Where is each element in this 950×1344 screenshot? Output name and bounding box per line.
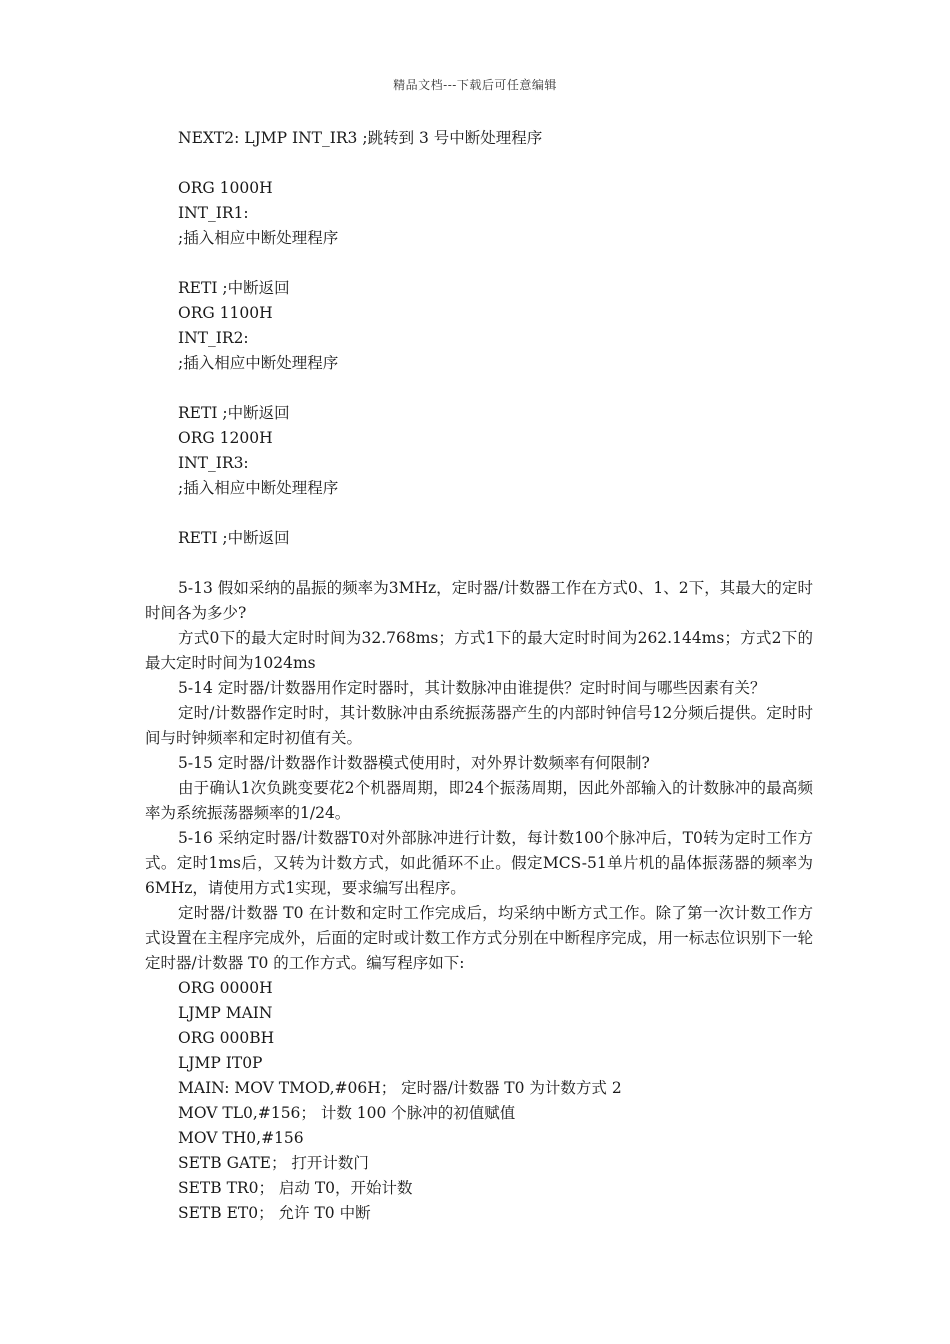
- code-line: SETB TR0； 启动 T0，开始计数: [178, 1179, 413, 1197]
- page-header: 精品文档---下载后可任意编辑: [393, 78, 557, 92]
- code-line: LJMP MAIN: [178, 1004, 273, 1022]
- code-line: RETI ;中断返回: [178, 279, 290, 297]
- blank-line: [145, 251, 813, 276]
- answer-5-15: 由于确认1次负跳变要花2个机器周期，即24个振荡周期，因此外部输入的计数脉冲的最高频率为系统振荡器频率的1/24。: [145, 779, 813, 822]
- code-block-main-program: [145, 976, 813, 1226]
- code-line: ORG 1000H: [178, 179, 273, 197]
- code-line: LJMP IT0P: [178, 1054, 263, 1072]
- code-line: ORG 000BH: [178, 1029, 275, 1047]
- code-line: MOV TH0,#156: [178, 1129, 304, 1147]
- code-line: ORG 1200H: [178, 429, 273, 447]
- code-line: ;插入相应中断处理程序: [178, 229, 339, 247]
- code-line: MAIN: MOV TMOD,#06H； 定时器/计数器 T0 为计数方式 2: [178, 1079, 622, 1097]
- blank-line: [145, 151, 813, 176]
- code-line: MOV TL0,#156； 计数 100 个脉冲的初值赋值: [178, 1104, 516, 1122]
- blank-line: [145, 501, 813, 526]
- answer-5-14: 定时/计数器作定时时，其计数脉冲由系统振荡器产生的内部时钟信号12分频后提供。定时时间与时钟频率和定时初值有关。: [145, 704, 813, 747]
- qa-section: [145, 576, 813, 976]
- code-block-interrupt-handlers: [145, 126, 813, 551]
- code-line: ;插入相应中断处理程序: [178, 479, 339, 497]
- code-line: ;插入相应中断处理程序: [178, 354, 339, 372]
- code-line: INT_IR3:: [178, 454, 249, 472]
- section-gap: [145, 551, 813, 576]
- blank-line: [145, 376, 813, 401]
- code-line: SETB ET0； 允许 T0 中断: [178, 1204, 371, 1222]
- code-line: SETB GATE； 打开计数门: [178, 1154, 369, 1172]
- question-5-13: 5-13 假如采纳的晶振的频率为3MHz，定时器/计数器工作在方式0、1、2下，其最大的定时时间各为多少?: [145, 579, 813, 622]
- document-body: [145, 126, 813, 1226]
- answer-5-13: 方式0下的最大定时时间为32.768ms；方式1下的最大定时时间为262.144ms；方式2下的最大定时时间为1024ms: [145, 629, 813, 672]
- question-5-15: 5-15 定时器/计数器作计数器模式使用时，对外界计数频率有何限制?: [178, 754, 650, 772]
- question-5-14: 5-14 定时器/计数器用作定时器时，其计数脉冲由谁提供？定时时间与哪些因素有关？: [178, 679, 766, 697]
- question-5-16: 5-16 采纳定时器/计数器T0对外部脉冲进行计数，每计数100个脉冲后，T0转为定时工作方式。定时1ms后，又转为计数方式，如此循环不止。假定MCS-51单片机的晶体振荡器的频率为6MHz，请使用方式1实现，要求编写出程序。: [145, 829, 813, 897]
- answer-5-16: 定时器/计数器 T0 在计数和定时工作完成后，均采纳中断方式工作。除了第一次计数工作方式设置在主程序完成外，后面的定时或计数工作方式分别在中断程序完成，用一标志位识别下一轮定时器/计数器 T0 的工作方式。编写程序如下:: [145, 904, 813, 972]
- code-line: INT_IR2:: [178, 329, 249, 347]
- code-line: ORG 0000H: [178, 979, 273, 997]
- code-line: NEXT2: LJMP INT_IR3 ;跳转到 3 号中断处理程序: [178, 129, 543, 147]
- code-line: ORG 1100H: [178, 304, 273, 322]
- code-line: RETI ;中断返回: [178, 404, 290, 422]
- code-line: RETI ;中断返回: [178, 529, 290, 547]
- code-line: INT_IR1:: [178, 204, 249, 222]
